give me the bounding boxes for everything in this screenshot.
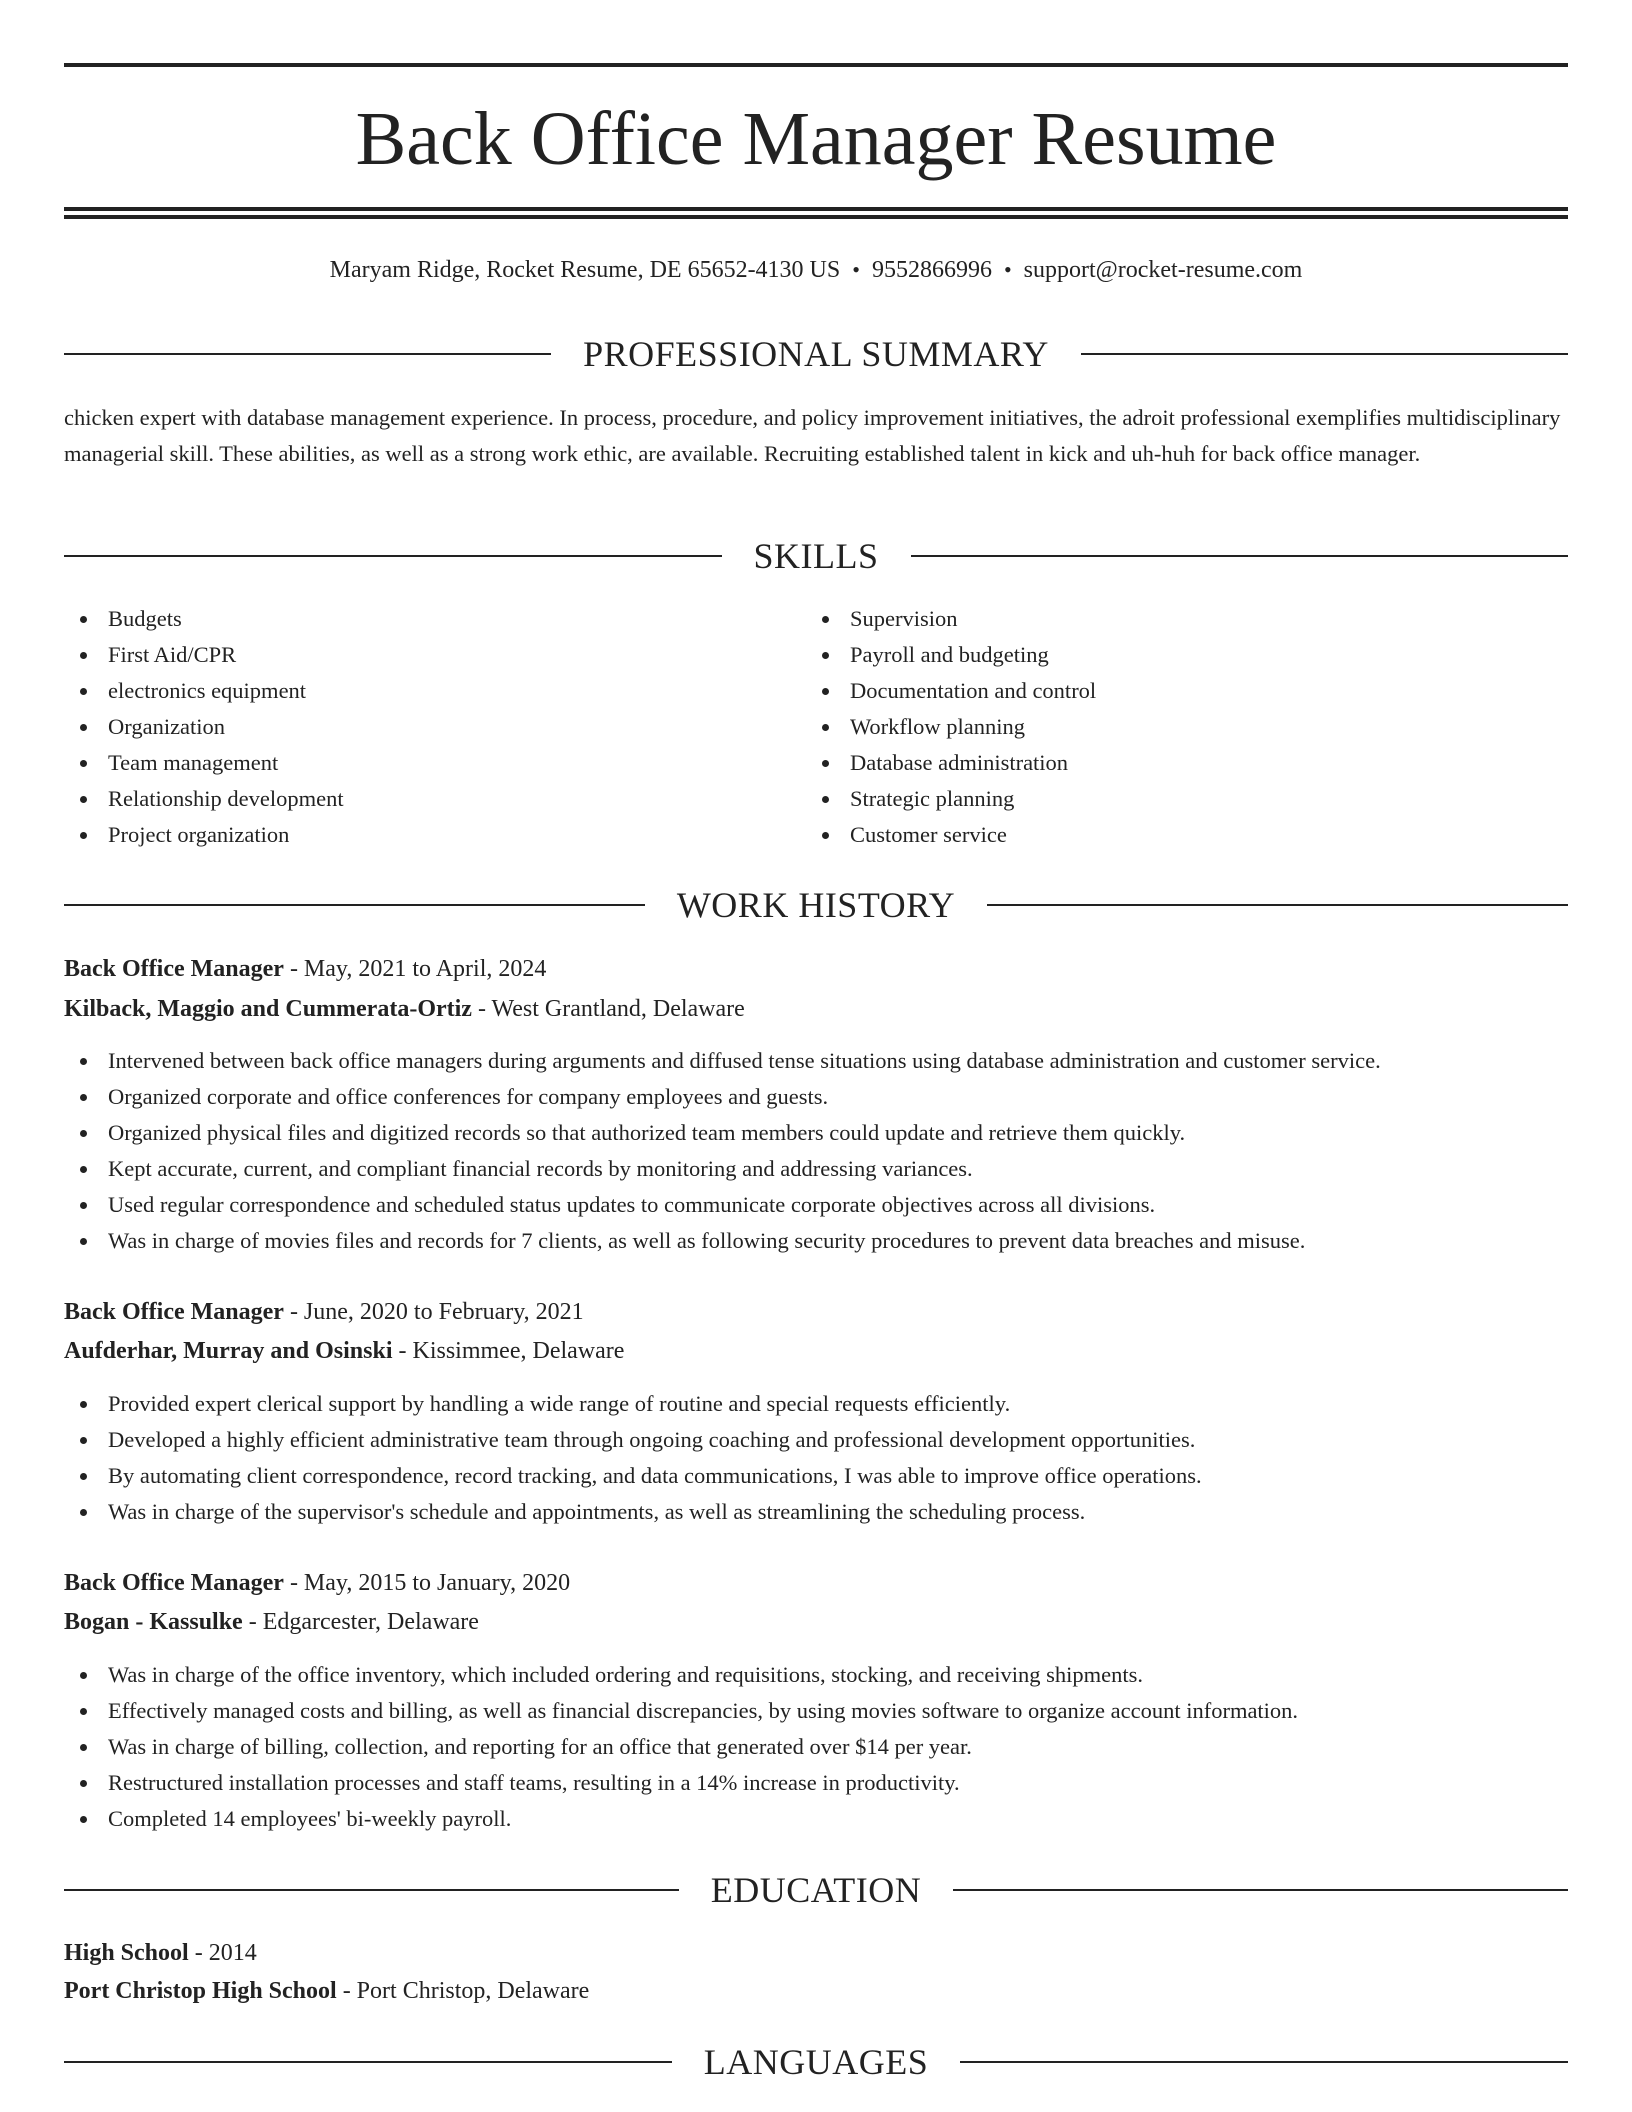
job-bullet: Intervened between back office managers during arguments and diffused tense situations using database administration and customer service.	[64, 1043, 1568, 1079]
job-company: Aufderhar, Murray and Osinski	[64, 1338, 393, 1364]
skill-item: Relationship development	[64, 781, 764, 817]
job-location: - West Grantland, Delaware	[471, 996, 745, 1022]
job-title-line	[64, 1293, 1568, 1331]
skill-item: Payroll and budgeting	[806, 637, 1506, 673]
skill-item: Team management	[64, 745, 764, 781]
job-bullet: Developed a highly efficient administrative team through ongoing coaching and professional development opportunities.	[64, 1422, 1568, 1458]
education-school: Port Christop High School	[64, 1978, 337, 2004]
skills-right-column	[806, 601, 1506, 853]
summary-text: chicken expert with database management experience. In process, procedure, and policy improvement initiatives, the adroit professional exemplifies multidisciplinary managerial skill. These abilities, as well as a strong work ethic, are available. Recruiting established talent in kick and uh-huh for back office manager.	[64, 405, 1561, 466]
job-bullets	[64, 1386, 1568, 1530]
skills-left-column	[64, 601, 764, 853]
contact-phone: 9552866996	[871, 257, 992, 283]
section-heading-languages	[64, 2037, 1568, 2087]
job-bullet: Used regular correspondence and scheduled status updates to communicate corporate objectives across all divisions.	[64, 1187, 1568, 1223]
job-dates: - May, 2021 to April, 2024	[283, 956, 547, 982]
job-title-line	[64, 1564, 1568, 1602]
job-company-line	[64, 1603, 1568, 1641]
education-school-line	[64, 1972, 1568, 2010]
job-bullet: Was in charge of movies files and records for 7 clients, as well as following security procedures to prevent data breaches and misuse.	[64, 1223, 1568, 1259]
section-heading-skills	[64, 531, 1568, 581]
education-degree-line	[64, 1934, 1568, 1972]
job-bullet: Was in charge of the office inventory, which included ordering and requisitions, stocking, and receiving shipments.	[64, 1657, 1568, 1693]
skill-item: Budgets	[64, 601, 764, 637]
job-dates: - May, 2015 to January, 2020	[283, 1570, 571, 1596]
title-bottom-rule-2	[64, 215, 1568, 219]
skill-item: Documentation and control	[806, 673, 1506, 709]
job-bullet: Kept accurate, current, and compliant financial records by monitoring and addressing variances.	[64, 1151, 1568, 1187]
job-bullet: Restructured installation processes and staff teams, resulting in a 14% increase in productivity.	[64, 1765, 1568, 1801]
heading-rule-left	[64, 904, 645, 906]
job-bullet: Organized physical files and digitized records so that authorized team members could update and retrieve them quickly.	[64, 1115, 1568, 1151]
skill-item: First Aid/CPR	[64, 637, 764, 673]
job-company-line	[64, 990, 1568, 1028]
section-heading-summary	[64, 329, 1568, 379]
section-heading-work	[64, 880, 1568, 930]
heading-rule-right	[1081, 353, 1568, 355]
job-bullet: Organized corporate and office conferences for company employees and guests.	[64, 1079, 1568, 1115]
job-bullet: Completed 14 employees' bi-weekly payroll.	[64, 1801, 1568, 1837]
job-bullet: Effectively managed costs and billing, as well as financial discrepancies, by using movies software to organize account information.	[64, 1693, 1568, 1729]
contact-email: support@rocket-resume.com	[1023, 257, 1303, 283]
contact-address: Maryam Ridge, Rocket Resume, DE 65652-4130 US	[329, 257, 841, 283]
skill-item: Organization	[64, 709, 764, 745]
heading-rule-left	[64, 1889, 679, 1891]
section-title: WORK HISTORY	[676, 885, 956, 925]
education-degree: High School	[64, 1940, 189, 1966]
job-company: Kilback, Maggio and Cummerata-Ortiz	[64, 996, 472, 1022]
contact-line	[64, 252, 1568, 288]
skill-item: electronics equipment	[64, 673, 764, 709]
section-title: EDUCATION	[710, 1870, 922, 1910]
job-title: Back Office Manager	[64, 956, 284, 982]
job-title: Back Office Manager	[64, 1570, 284, 1596]
section-heading-education	[64, 1865, 1568, 1915]
job-bullets	[64, 1657, 1568, 1837]
job-bullet: Was in charge of the supervisor's schedule and appointments, as well as streamlining the scheduling process.	[64, 1494, 1568, 1530]
heading-rule-right	[960, 2061, 1568, 2063]
job-bullet: Provided expert clerical support by handling a wide range of routine and special requests efficiently.	[64, 1386, 1568, 1422]
education-location: - Port Christop, Delaware	[336, 1978, 590, 2004]
heading-rule-right	[987, 904, 1568, 906]
contact-separator: •	[1003, 257, 1012, 282]
section-title: PROFESSIONAL SUMMARY	[583, 334, 1049, 374]
title-bottom-rule	[64, 207, 1568, 211]
heading-rule-right	[953, 1889, 1568, 1891]
job-company: Bogan - Kassulke	[64, 1609, 243, 1635]
skill-item: Project organization	[64, 817, 764, 853]
job-location: - Kissimmee, Delaware	[392, 1338, 625, 1364]
skill-item: Database administration	[806, 745, 1506, 781]
job-title-line	[64, 950, 1568, 988]
heading-rule-left	[64, 353, 551, 355]
section-title: LANGUAGES	[703, 2042, 929, 2082]
job-dates: - June, 2020 to February, 2021	[283, 1299, 584, 1325]
heading-rule-right	[911, 555, 1569, 557]
job-company-line	[64, 1332, 1568, 1370]
skill-item: Customer service	[806, 817, 1506, 853]
skill-item: Workflow planning	[806, 709, 1506, 745]
skill-item: Strategic planning	[806, 781, 1506, 817]
job-bullet: By automating client correspondence, record tracking, and data communications, I was able to improve office operations.	[64, 1458, 1568, 1494]
education-year: - 2014	[188, 1940, 257, 1966]
heading-rule-left	[64, 555, 722, 557]
job-title: Back Office Manager	[64, 1299, 284, 1325]
heading-rule-left	[64, 2061, 672, 2063]
job-bullets	[64, 1043, 1568, 1259]
job-location: - Edgarcester, Delaware	[242, 1609, 479, 1635]
job-bullet: Was in charge of billing, collection, and reporting for an office that generated over $14 per year.	[64, 1729, 1568, 1765]
title-top-rule	[64, 63, 1568, 67]
skill-item: Supervision	[806, 601, 1506, 637]
section-title: SKILLS	[753, 536, 879, 576]
contact-separator: •	[852, 257, 860, 282]
resume-title: Back Office Manager Resume	[355, 97, 1277, 181]
